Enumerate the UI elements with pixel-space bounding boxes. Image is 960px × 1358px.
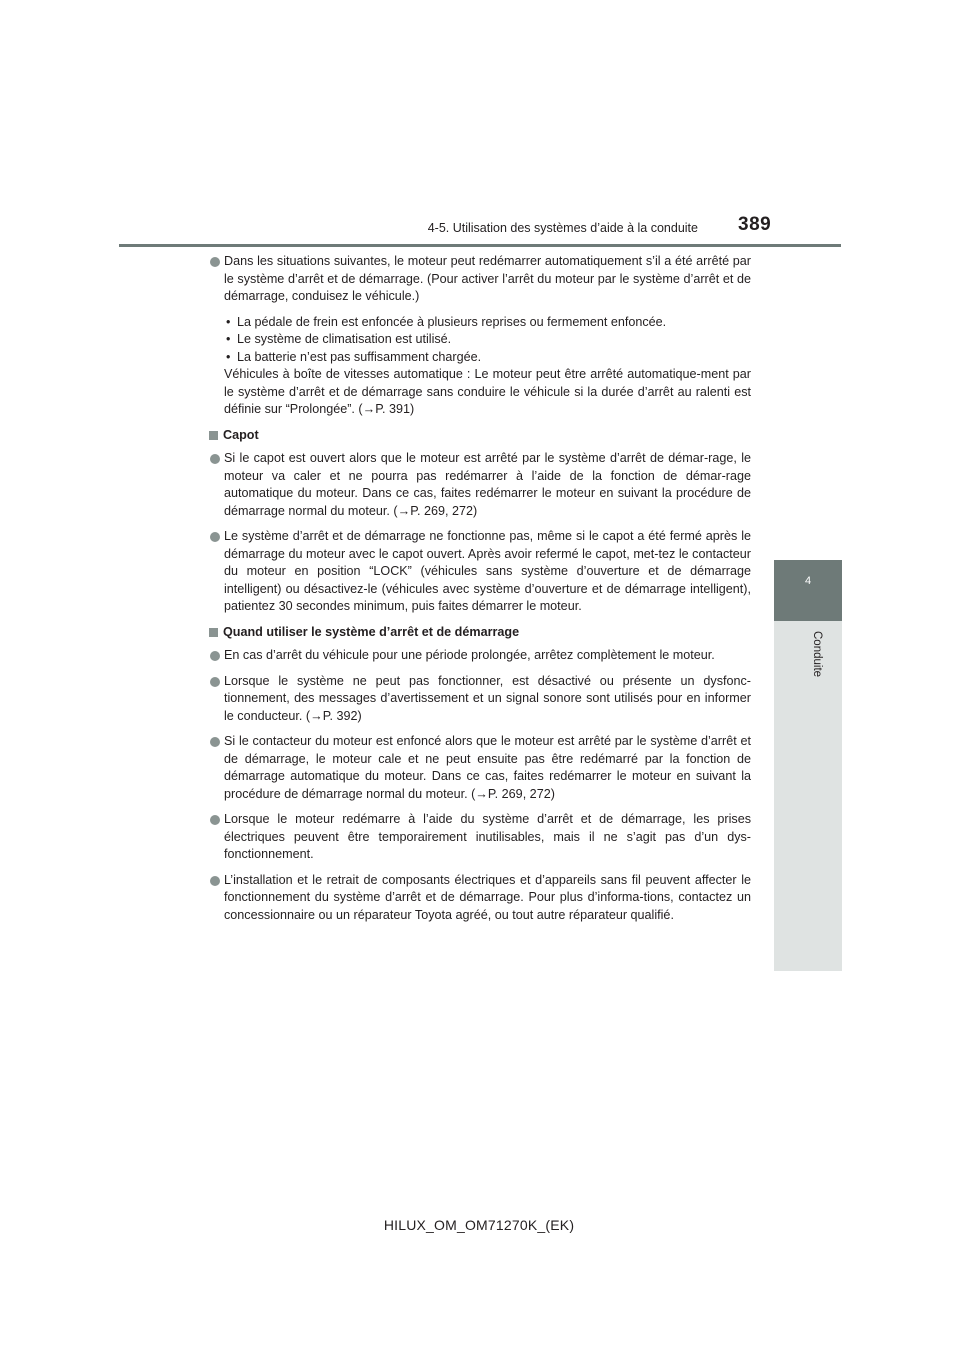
bullet-text: Si le capot est ouvert alors que le moteur est arrêté par le système d’arrêt de démar-rage, le moteur va caler et ne pourra pas redémarrer à l’aide de la fonction de démar-rage automatique du moteur. Dans ce cas, faites redémarrer le moteur en suivant la procédure de démarrage normal du moteur. (→P. 269, 272) xyxy=(224,451,751,518)
bullet-dot-icon xyxy=(210,876,220,886)
section-quand-utiliser xyxy=(224,624,751,642)
bullet-dot-icon xyxy=(210,257,220,267)
bullet-dot-icon xyxy=(210,651,220,661)
square-bullet-icon xyxy=(209,431,218,440)
bullet-text: Lorsque le système ne peut pas fonctionner, est désactivé ou présente un dysfonc-tionnement, des messages d’avertissement et un signal sonore sont utilisés pour en informer le conducteur. (→P. 392) xyxy=(224,673,751,723)
bullet-paragraph xyxy=(209,253,751,306)
chapter-tab[interactable] xyxy=(774,560,842,621)
page-body xyxy=(209,253,751,932)
bullet-text: En cas d’arrêt du véhicule pour une période prolongée, arrêtez complètement le moteur. xyxy=(224,648,715,662)
bullet-dot-icon xyxy=(210,532,220,542)
chapter-number: 4 xyxy=(804,575,812,587)
automatic-transmission-note: Véhicules à boîte de vitesses automatique : Le moteur peut être arrêté automatique-ment par le système d’arrêt et de démarrage sans conduire le véhicule si la durée d’arrêt au ralenti est définie sur “Prolongée”. (→P. 391) xyxy=(224,367,751,416)
bullet-text: Lorsque le moteur redémarre à l’aide du système d’arrêt et de démarrage, les prises électriques peuvent être temporairement inutilisables, mais il ne s’agit pas d’un dys-fonctionnement. xyxy=(224,812,751,861)
list-item-text: Le système de climatisation est utilisé. xyxy=(237,332,452,346)
bullet-text: Si le contacteur du moteur est enfoncé alors que le moteur est arrêté par le système d’arrêt et de démarrage, le moteur cale et ne peut ensuite pas être redémarré par la fonction de démarrage automatique du moteur. Dans ce cas, faites redémarrer le moteur en suivant la procédure de démarrage normal du moteur. (→P. 269, 272) xyxy=(224,734,751,801)
bullet-dot-icon xyxy=(210,815,220,825)
list-item xyxy=(224,314,751,332)
bullet-paragraph xyxy=(209,733,751,803)
bullet-paragraph xyxy=(209,673,751,726)
page-number: 389 xyxy=(738,214,772,235)
document-code-text: HILUX_OM_OM71270K_(EK) xyxy=(383,1217,575,1233)
section-heading xyxy=(209,427,751,445)
section-capot xyxy=(224,427,751,445)
bullet-paragraph xyxy=(209,647,751,665)
square-bullet-icon xyxy=(209,628,218,637)
bullet-text: Le système d’arrêt et de démarrage ne fonctionne pas, même si le capot a été fermé après le démarrage du moteur avec le capot ouvert. Après avoir refermé le capot, met-tez le contacteur du moteur en position “LOCK” (véhicules sans système d’ouverture et de démarrage intelligent) ou désactivez-le (véhicules avec système d’ouverture et de démarrage intelligent), patientez 30 secondes minimum, puis faites démarrer le moteur. xyxy=(224,529,751,613)
chapter-tab-label-area xyxy=(774,621,842,971)
list-mark: • xyxy=(226,349,231,364)
bullet-paragraph xyxy=(209,450,751,520)
bullet-text: L’installation et le retrait de composants électriques et d’appareils sans fil peuvent affecter le fonctionnement du système d’arrêt et de démarrage. Pour plus d’informa-tions, contactez un concessionnaire ou un réparateur Toyota agréé, ou tout autre réparateur qualifié. xyxy=(224,872,751,922)
bullet-dot-icon xyxy=(210,677,220,687)
document-code xyxy=(0,1217,960,1233)
bullet-text: Dans les situations suivantes, le moteur peut redémarrer automatiquement s’il a été arrêté par le système d’arrêt et de démarrage. (Pour activer l’arrêt du moteur par le système d’arrêt et de démarrage, conduisez le véhicule.) xyxy=(224,254,751,303)
list-item-text: La pédale de frein est enfoncée à plusieurs reprises ou fermement enfoncée. xyxy=(237,314,667,329)
bullet-paragraph xyxy=(209,872,751,925)
list-mark: • xyxy=(226,314,231,329)
section-heading xyxy=(209,624,751,642)
chapter-label: Conduite xyxy=(811,631,823,678)
bullet-dot-icon xyxy=(210,737,220,747)
condition-list xyxy=(224,314,751,367)
section-heading-text: Quand utiliser le système d’arrêt et de démarrage xyxy=(223,624,520,639)
header-divider xyxy=(119,244,841,247)
list-item xyxy=(224,331,751,349)
bullet-dot-icon xyxy=(210,454,220,464)
list-item-text: La batterie n’est pas suffisamment chargée. xyxy=(237,349,482,364)
section-title: 4-5. Utilisation des systèmes d’aide à la conduite xyxy=(427,221,698,235)
section-heading-text: Capot xyxy=(223,427,259,442)
list-mark: • xyxy=(226,332,231,346)
bullet-paragraph xyxy=(209,528,751,616)
list-item xyxy=(224,349,751,367)
bullet-paragraph xyxy=(209,811,751,864)
